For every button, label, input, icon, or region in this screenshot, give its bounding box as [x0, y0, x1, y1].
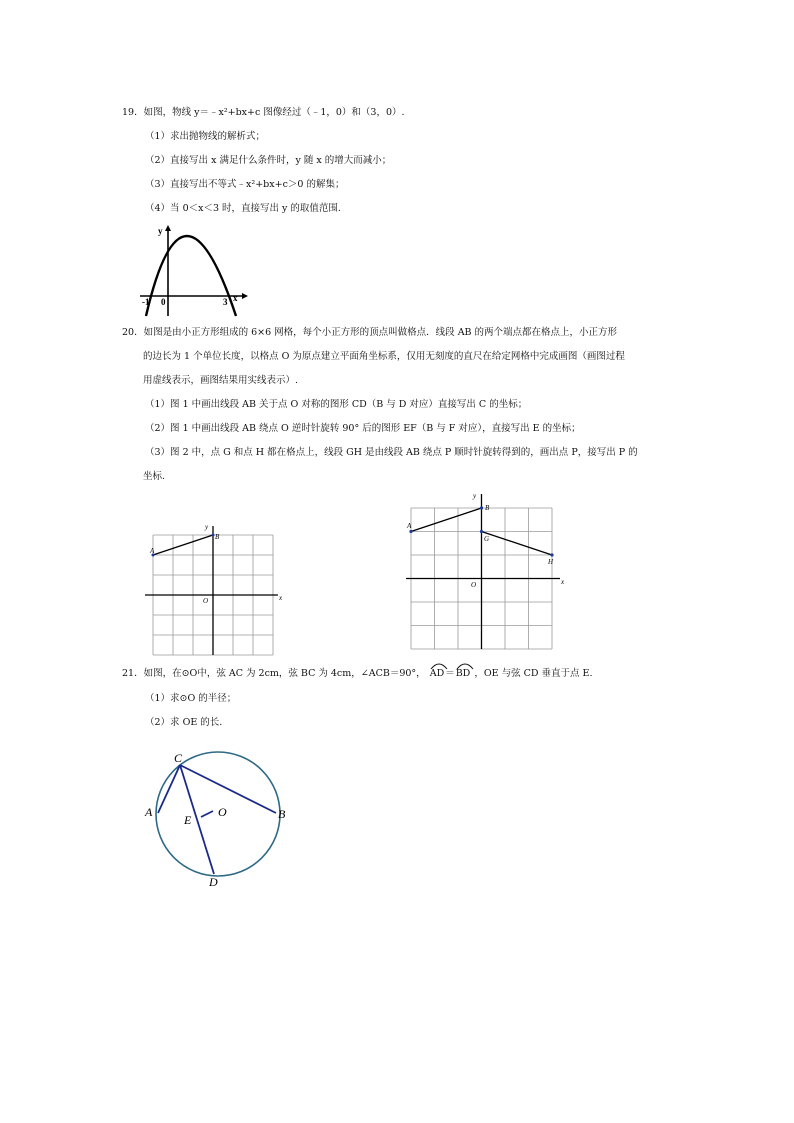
q20-part3b: 坐标.	[143, 471, 166, 482]
q20-part3a: （3）图 2 中，点 G 和点 H 都在格点上，线段 GH 是由线段 AB 绕点 P 顺时针旋转得到的，画出点 P，接写出 P 的	[145, 447, 638, 458]
q21-part1: （1）求⊙O 的半径；	[145, 693, 237, 704]
point-G	[480, 530, 483, 533]
label-x: x	[279, 594, 283, 602]
label-zero: 0	[161, 297, 166, 307]
chord-BC	[180, 765, 276, 813]
arc-BD-label: BD	[455, 668, 471, 679]
point-A	[409, 530, 412, 533]
label-three: 3	[223, 297, 228, 307]
q19-part2: （2）直接写出 x 满足什么条件时，y 随 x 的增大而减小；	[145, 155, 392, 166]
q21-stem	[122, 668, 593, 680]
arc-mark	[456, 662, 474, 670]
q21-stem-end: ，OE 与弦 CD 垂直于点 E.	[474, 668, 593, 679]
segment-GH	[482, 532, 553, 556]
label-H: H	[548, 558, 554, 566]
q19-parabola-figure	[138, 222, 250, 318]
q20-stem-line3: 用虚线表示，画图结果用实线表示）.	[143, 375, 299, 386]
point-H	[550, 553, 553, 556]
label-A: A	[145, 805, 153, 819]
arc-AD-label: AD	[429, 668, 445, 679]
label-neg1: -1	[142, 297, 150, 307]
label-y: y	[205, 523, 209, 531]
q21-part2: （2）求 OE 的长.	[145, 717, 223, 728]
label-x: x	[561, 578, 565, 586]
q20-stem-line2: 的边长为 1 个单位长度，以格点 O 为原点建立平面角坐标系，仅用无刻度的直尺在给定网格中完成画图（画图过程	[143, 351, 625, 362]
label-B: B	[485, 504, 490, 512]
q20-stem-line1: 20．如图是由小正方形组成的 6×6 网格，每个小正方形的顶点叫做格点．线段 AB 的两个端点都在格点上，小正方形	[122, 327, 618, 338]
arc-mark	[430, 662, 448, 670]
q20-grid-figure-2	[404, 490, 574, 652]
label-B: B	[215, 533, 220, 541]
q19-stem: 19．如图，物线 y＝﹣x²+bx+c 图像经过（﹣1，0）和（3，0）.	[122, 107, 405, 118]
label-A: A	[150, 547, 155, 555]
x-axis-arrow	[242, 293, 248, 299]
label-D: D	[209, 875, 218, 889]
q19-part3: （3）直接写出不等式﹣x²+bx+c＞0 的解集；	[145, 179, 345, 190]
label-E: E	[184, 813, 192, 827]
segment-AB	[411, 508, 482, 532]
q19-part1: （1）求出抛物线的解析式；	[145, 131, 266, 142]
arc-BD	[456, 668, 471, 680]
q21-stem-start: 21．如图，在⊙O中，弦 AC 为 2cm，弦 BC 为 4cm，∠ACB＝90°，	[122, 668, 426, 679]
label-O: O	[471, 581, 477, 589]
label-G: G	[484, 535, 490, 543]
label-O: O	[218, 805, 227, 819]
x-label: x	[233, 293, 238, 303]
segment-AB	[153, 535, 213, 555]
label-A: A	[407, 522, 412, 530]
label-B: B	[278, 807, 286, 821]
segment-OE	[201, 811, 213, 817]
point-B	[480, 506, 483, 509]
q20-part2: （2）图 1 中画出线段 AB 绕点 O 逆时针旋转 90° 后的图形 EF（B 与 F 对应），直接写出 E 的坐标；	[145, 423, 581, 434]
arc-AD	[430, 668, 444, 680]
equals-sign: ＝	[445, 668, 455, 679]
label-O: O	[203, 597, 209, 605]
y-axis-arrow	[165, 225, 171, 231]
q19-part4: （4）当 0＜x＜3 时，直接写出 y 的取值范围.	[145, 203, 341, 214]
q20-grid-figure-1	[145, 520, 290, 658]
label-C: C	[174, 751, 183, 765]
q21-circle-figure	[140, 745, 300, 890]
label-y: y	[473, 492, 477, 500]
y-label: y	[158, 226, 163, 236]
q20-part1: （1）图 1 中画出线段 AB 关于点 O 对称的图形 CD（B 与 D 对应）直接写出 C 的坐标；	[145, 399, 528, 410]
